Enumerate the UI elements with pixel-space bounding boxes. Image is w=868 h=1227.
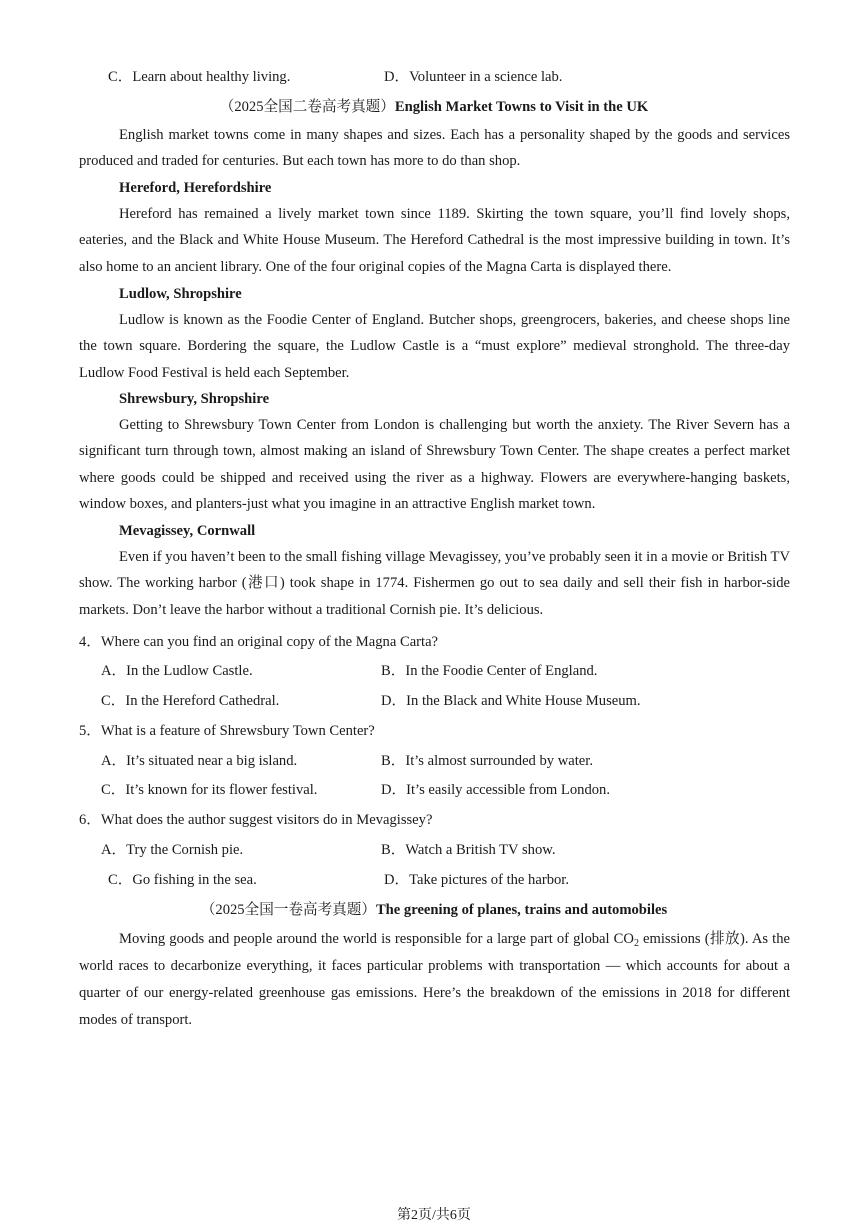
passage2-title-row [0,900,868,920]
passage2-text-rest: emissions (排放). As the world races to decarbonize everything, it faces particular problems with transportation — which accounts for about a quarter of our energy-related greenhouse gas emissions. Here’s the breakdown of the emissions in 2018 for different modes of transport. [79,931,790,1028]
section-text-ludlow: Ludlow is known as the Foodie Center of England. Butcher shops, greengrocers, bakeries, and cheese shops line the town square. Bordering the square, the Ludlow Castle is a “must explore” medieval stronghold. The three-day Ludlow Food Festival is held each September. [79,312,790,381]
question-4-option-a: A．In the Ludlow Castle. [101,663,253,679]
question-6-option-b: B．Watch a British TV show. [381,842,556,858]
passage2-source: （2025全国一卷高考真题） [200,902,376,918]
passage1-source: （2025全国二卷高考真题） [219,99,395,115]
question-6-option-c: C．Go fishing in the sea. [108,872,257,888]
question-5-option-d: D．It’s easily accessible from London. [381,782,610,798]
passage1-title: English Market Towns to Visit in the UK [394,99,649,115]
prev-option-d: D．Volunteer in a science lab. [384,69,563,85]
co2-subscript: 2 [633,938,639,949]
passage2-title: The greening of planes, trains and automobiles [375,902,668,918]
passage1-title-row [0,97,868,117]
question-4-option-d: D．In the Black and White House Museum. [381,693,641,709]
passage2-text-start: Moving goods and people around the world is responsible for a large part of global CO [119,931,634,947]
question-4-option-c: C．In the Hereford Cathedral. [101,693,280,709]
section-heading-mevagissey: Mevagissey, Cornwall [119,523,256,539]
section-heading-shrewsbury: Shrewsbury, Shropshire [119,391,270,407]
section-text-shrewsbury: Getting to Shrewsbury Town Center from London is challenging but worth the anxiety. The River Severn has a significant turn through town, almost making an island of Shrewsbury Town Center. The shape creates a perfect market where goods could be shipped and received using the river as a highway. Flowers are everywhere-hanging baskets, window boxes, and planters-just what you imagine in an attractive English market town. [79,417,790,512]
question-5-option-a: A．It’s situated near a big island. [101,753,298,769]
question-6-option-d: D．Take pictures of the harbor. [384,872,569,888]
prev-option-c: C．Learn about healthy living. [108,69,291,85]
section-heading-ludlow: Ludlow, Shropshire [119,286,242,302]
question-6-option-a: A．Try the Cornish pie. [101,842,244,858]
passage1-intro: English market towns come in many shapes and sizes. Each has a personality shaped by the goods and services produced and traded for centuries. But each town has more to do than shop. [79,127,790,170]
question-5-option-c: C．It’s known for its flower festival. [101,782,318,798]
question-4-stem: 4．Where can you find an original copy of the Magna Carta? [79,634,439,650]
section-text-hereford: Hereford has remained a lively market town since 1189. Skirting the town square, you’ll find lovely shops, eateries, and the Black and White House Museum. The Hereford Cathedral is the most impressive building in town. It’s also home to an ancient library. One of the four original copies of the Magna Carta is displayed there. [79,206,790,275]
section-heading-hereford: Hereford, Herefordshire [119,180,272,196]
question-5-option-b: B．It’s almost surrounded by water. [381,753,593,769]
section-text-mevagissey: Even if you haven’t been to the small fishing village Mevagissey, you’ve probably seen it in a movie or British TV show. The working harbor (港口) took shape in 1774. Fishermen go out to sea daily and sell their fish in harbor-side markets. Don’t leave the harbor without a traditional Cornish pie. It’s delicious. [79,549,790,618]
question-5-stem: 5．What is a feature of Shrewsbury Town Center? [79,723,375,739]
passage2-paragraph [79,926,790,1034]
question-4-option-b: B．In the Foodie Center of England. [381,663,598,679]
question-6-stem: 6．What does the author suggest visitors do in Mevagissey? [79,812,433,828]
page-footer: 第2页/共6页 [397,1208,471,1223]
